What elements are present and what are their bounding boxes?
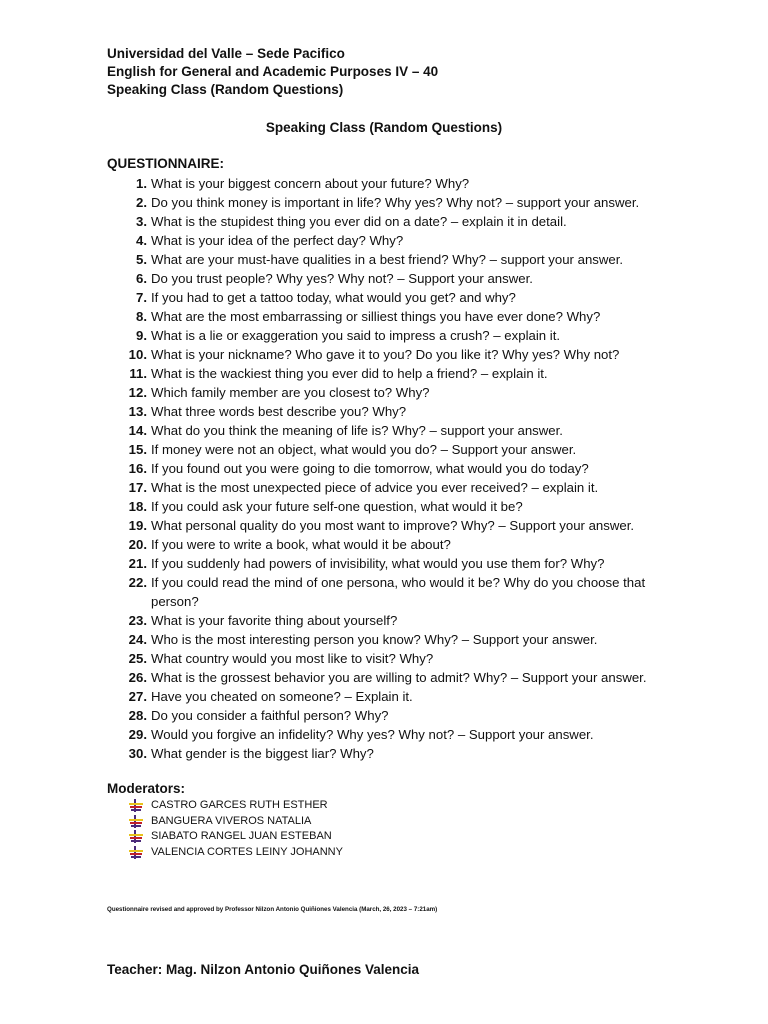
header-university: Universidad del Valle – Sede Pacifico — [107, 46, 345, 61]
questionnaire-list — [107, 174, 667, 763]
question-number: 23. — [128, 613, 147, 628]
question-text: If you found out you were going to die tomorrow, what would you do today? — [151, 461, 589, 476]
question-text: What three words best describe you? Why? — [151, 404, 407, 419]
approval-footnote: Questionnaire revised and approved by Professor Nilzon Antonio Quiñiones Valencia (March, 26, 2023 – 7:21am) — [107, 906, 438, 913]
flag-bullet-icon — [128, 815, 144, 828]
question-number: 6. — [136, 271, 147, 286]
question-number: 28. — [128, 708, 147, 723]
question-text: What is your idea of the perfect day? Why? — [151, 233, 404, 248]
question-text: What is the most unexpected piece of advice you ever received? – explain it. — [151, 480, 599, 495]
question-text: Do you consider a faithful person? Why? — [151, 708, 389, 723]
question-text: What are the most embarrassing or silliest things you have ever done? Why? — [151, 309, 601, 324]
question-number: 18. — [128, 499, 147, 514]
question-item — [107, 668, 667, 687]
question-item — [107, 649, 667, 668]
question-number: 4. — [136, 233, 147, 248]
header-course: English for General and Academic Purposes IV – 40 — [107, 64, 439, 79]
question-number: 1. — [136, 176, 147, 191]
question-item — [107, 345, 667, 364]
question-item — [107, 554, 667, 573]
question-number: 5. — [136, 252, 147, 267]
question-text: What is your nickname? Who gave it to you? Do you like it? Why yes? Why not? — [151, 347, 620, 362]
question-text: If you could read the mind of one persona, who would it be? Why do you choose that person? — [151, 575, 646, 609]
question-number: 25. — [128, 651, 147, 666]
page-title: Speaking Class (Random Questions) — [265, 120, 503, 135]
moderator-name: CASTRO GARCES RUTH ESTHER — [151, 799, 328, 811]
question-number: 22. — [128, 575, 147, 590]
question-item — [107, 269, 667, 288]
question-text: What do you think the meaning of life is? Why? – support your answer. — [151, 423, 563, 438]
question-text: What gender is the biggest liar? Why? — [151, 746, 374, 761]
question-text: What is a lie or exaggeration you said to impress a crush? – explain it. — [151, 328, 561, 343]
question-item — [107, 231, 667, 250]
question-item — [107, 611, 667, 630]
header-class: Speaking Class (Random Questions) — [107, 82, 344, 97]
question-item — [107, 535, 667, 554]
moderator-item — [128, 845, 343, 861]
question-text: Do you trust people? Why yes? Why not? – Support your answer. — [151, 271, 533, 286]
question-number: 30. — [128, 746, 147, 761]
question-item — [107, 687, 667, 706]
moderator-item — [128, 814, 343, 830]
question-text: Would you forgive an infidelity? Why yes? Why not? – Support your answer. — [151, 727, 594, 742]
moderators-heading: Moderators: — [107, 781, 186, 796]
question-item — [107, 440, 667, 459]
question-number: 10. — [128, 347, 147, 362]
questionnaire-heading: QUESTIONNAIRE: — [107, 156, 225, 171]
question-item — [107, 326, 667, 345]
question-number: 21. — [128, 556, 147, 571]
question-text: What country would you most like to visit? Why? — [151, 651, 434, 666]
question-number: 3. — [136, 214, 147, 229]
question-item — [107, 364, 667, 383]
question-item — [107, 706, 667, 725]
question-item — [107, 744, 667, 763]
question-item — [107, 193, 667, 212]
question-item — [107, 478, 667, 497]
question-text: What is the stupidest thing you ever did on a date? – explain it in detail. — [151, 214, 567, 229]
question-text: If you had to get a tattoo today, what would you get? and why? — [151, 290, 516, 305]
flag-bullet-icon — [128, 830, 144, 843]
question-number: 29. — [128, 727, 147, 742]
question-number: 7. — [136, 290, 147, 305]
question-number: 14. — [128, 423, 147, 438]
question-item — [107, 288, 667, 307]
question-number: 19. — [128, 518, 147, 533]
question-text: If you suddenly had powers of invisibility, what would you use them for? Why? — [151, 556, 605, 571]
question-text: If money were not an object, what would you do? – Support your answer. — [151, 442, 577, 457]
question-item — [107, 497, 667, 516]
question-item — [107, 516, 667, 535]
teacher-line: Teacher: Mag. Nilzon Antonio Quiñones Valencia — [107, 962, 420, 977]
question-item — [107, 250, 667, 269]
question-text: What are your must-have qualities in a best friend? Why? – support your answer. — [151, 252, 624, 267]
question-item — [107, 174, 667, 193]
moderator-name: SIABATO RANGEL JUAN ESTEBAN — [151, 830, 332, 843]
question-item — [107, 725, 667, 744]
question-number: 9. — [136, 328, 147, 343]
question-text: Who is the most interesting person you know? Why? – Support your answer. — [151, 632, 598, 647]
question-item — [107, 573, 667, 611]
flag-bullet-icon — [128, 799, 144, 812]
question-text: If you could ask your future self-one question, what would it be? — [151, 499, 523, 514]
question-text: If you were to write a book, what would it be about? — [151, 537, 451, 552]
question-number: 20. — [128, 537, 147, 552]
question-number: 15. — [128, 442, 147, 457]
question-item — [107, 421, 667, 440]
question-number: 26. — [128, 670, 147, 685]
moderator-name: BANGUERA VIVEROS NATALIA — [151, 814, 312, 827]
question-item — [107, 459, 667, 478]
moderator-item — [128, 829, 343, 845]
question-text: What is the wackiest thing you ever did to help a friend? – explain it. — [151, 366, 548, 381]
question-item — [107, 212, 667, 231]
question-number: 24. — [128, 632, 147, 647]
flag-bullet-icon — [128, 846, 144, 859]
question-text: What personal quality do you most want to improve? Why? – Support your answer. — [151, 518, 635, 533]
question-text: What is your biggest concern about your future? Why? — [151, 176, 470, 191]
document-header — [107, 45, 438, 99]
question-number: 2. — [136, 195, 147, 210]
moderators-list — [128, 798, 343, 860]
question-text: What is the grossest behavior you are willing to admit? Why? – Support your answer. — [151, 670, 647, 685]
question-text: Do you think money is important in life? Why yes? Why not? – support your answer. — [151, 195, 640, 210]
question-item — [107, 383, 667, 402]
question-number: 16. — [128, 461, 147, 476]
moderator-name: VALENCIA CORTES LEINY JOHANNY — [151, 845, 343, 858]
question-number: 17. — [128, 480, 147, 495]
question-number: 12. — [128, 385, 147, 400]
question-item — [107, 307, 667, 326]
question-text: What is your favorite thing about yourself? — [151, 613, 398, 628]
question-text: Which family member are you closest to? Why? — [151, 385, 430, 400]
question-item — [107, 402, 667, 421]
question-item — [107, 630, 667, 649]
question-text: Have you cheated on someone? – Explain it. — [151, 689, 413, 704]
moderator-item — [128, 798, 343, 814]
question-number: 11. — [129, 366, 147, 381]
question-number: 8. — [136, 309, 147, 324]
question-number: 27. — [128, 689, 147, 704]
question-number: 13. — [128, 404, 147, 419]
